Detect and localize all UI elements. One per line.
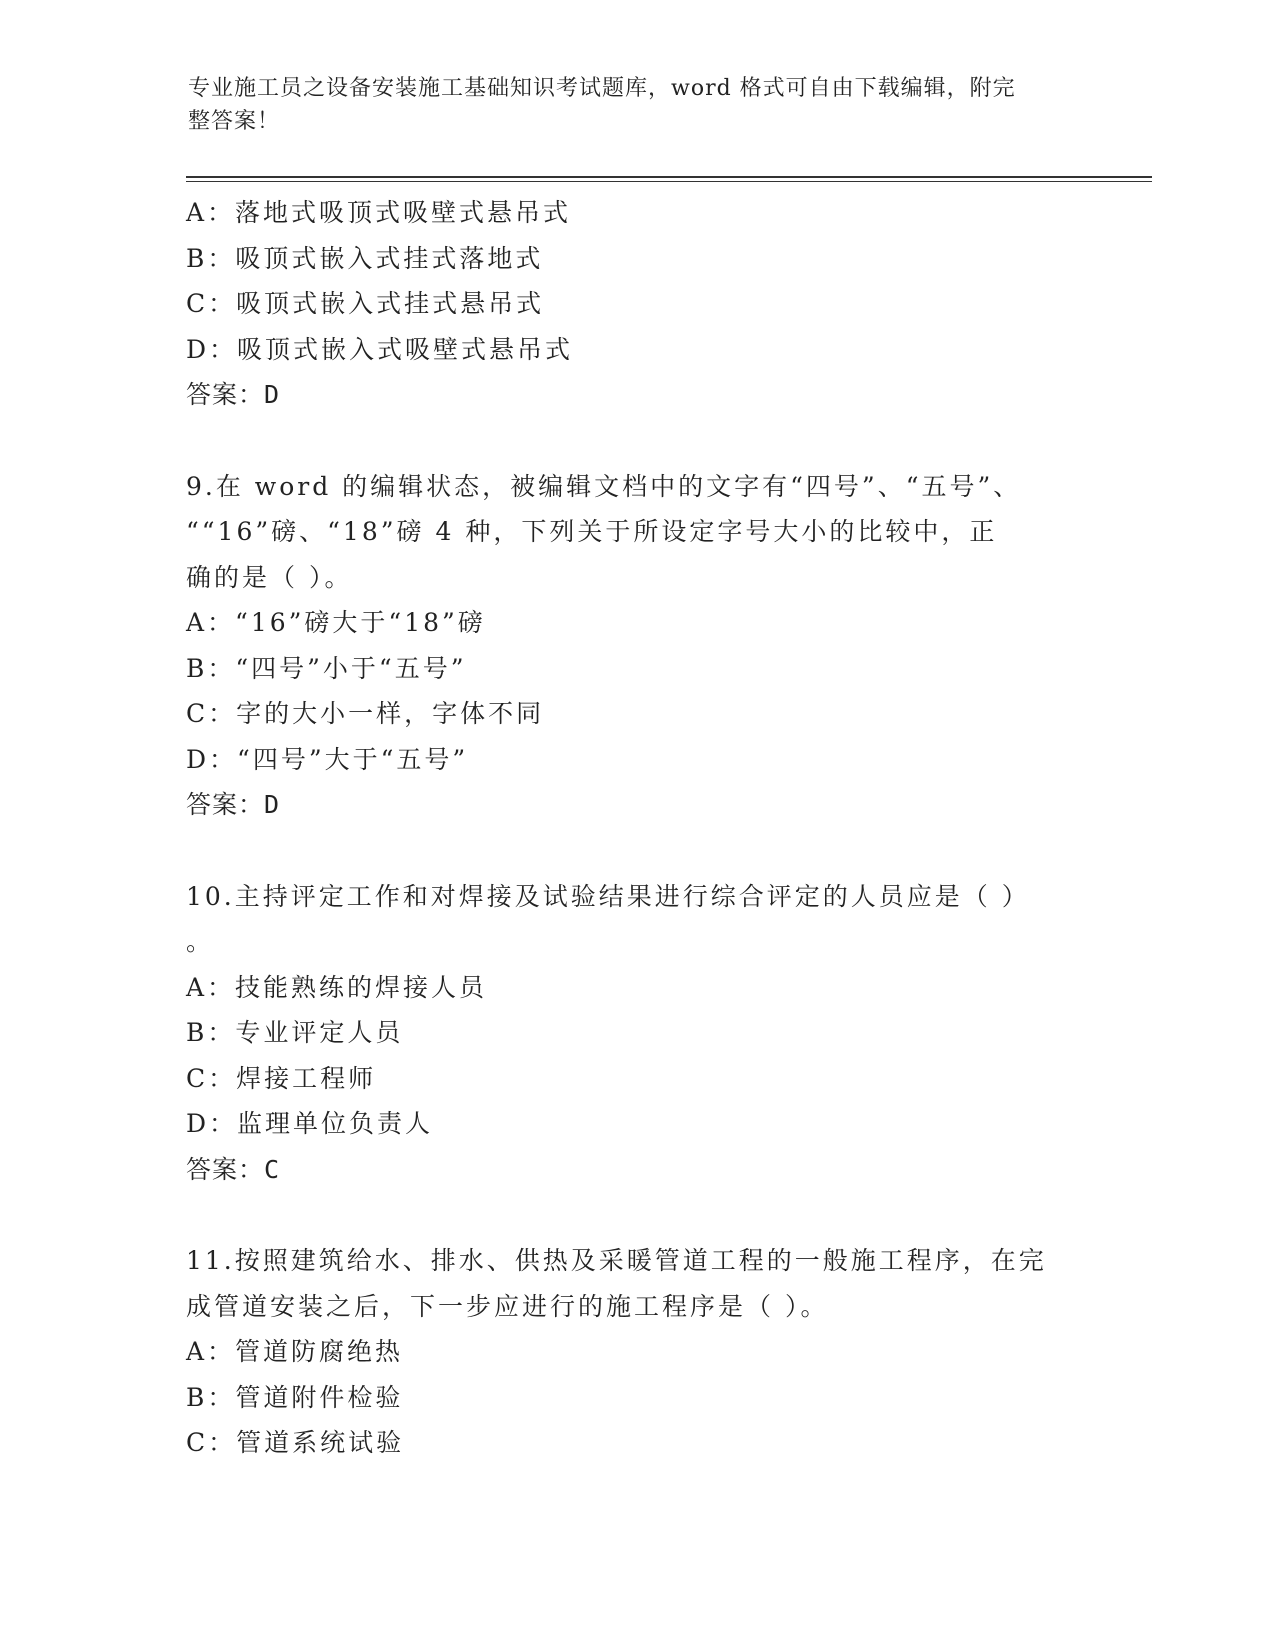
option-c: C：管道系统试验 xyxy=(186,1428,405,1457)
document-body xyxy=(186,190,1086,1466)
question-stem-line: 11.按照建筑给水、排水、供热及采暖管道工程的一般施工程序，在完 xyxy=(186,1246,1047,1275)
question-stem-line: 成管道安装之后，下一步应进行的施工程序是（ ）。 xyxy=(186,1291,829,1321)
option-a: A：落地式吸顶式吸壁式悬吊式 xyxy=(186,198,572,227)
question-stem-line: ““16”磅、“18”磅 4 种，下列关于所设定字号大小的比较中，正 xyxy=(186,517,998,546)
option-d: D：监理单位负责人 xyxy=(186,1109,434,1138)
option-d: D：“四号”大于“五号” xyxy=(186,744,469,774)
question-11 xyxy=(186,1238,1086,1466)
header-line-2: 整答案！ xyxy=(188,109,281,134)
answer: 答案：D xyxy=(186,790,281,819)
question-stem-line: 9.在 word 的编辑状态，被编辑文档中的文字有“四号”、“五号”、 xyxy=(186,471,1022,501)
option-b: B：“四号”小于“五号” xyxy=(186,653,467,683)
option-c: C：吸顶式嵌入式挂式悬吊式 xyxy=(186,289,545,318)
question-stem-line: 10.主持评定工作和对焊接及试验结果进行综合评定的人员应是（ ） xyxy=(186,881,1030,911)
question-stem-line: 。 xyxy=(186,927,215,956)
option-d: D：吸顶式嵌入式吸壁式悬吊式 xyxy=(186,334,574,364)
option-a: A：管道防腐绝热 xyxy=(186,1337,404,1366)
header-divider-thin xyxy=(186,181,1152,182)
option-a: A：“16”磅大于“18”磅 xyxy=(186,608,486,637)
option-b: B：管道附件检验 xyxy=(186,1382,404,1412)
header-divider-thick xyxy=(186,176,1152,178)
question-10 xyxy=(186,874,1086,1193)
option-b: B：专业评定人员 xyxy=(186,1018,404,1047)
answer: 答案：C xyxy=(186,1154,281,1184)
document-header xyxy=(188,72,1068,138)
option-b: B：吸顶式嵌入式挂式落地式 xyxy=(186,243,544,273)
question-8 xyxy=(186,190,1086,418)
option-c: C：字的大小一样，字体不同 xyxy=(186,699,545,728)
question-stem-line: 确的是（ ）。 xyxy=(186,562,353,592)
header-line-1: 专业施工员之设备安装施工基础知识考试题库，word 格式可自由下载编辑，附完 xyxy=(188,76,1016,101)
option-c: C：焊接工程师 xyxy=(186,1063,377,1093)
answer: 答案：D xyxy=(186,380,281,409)
option-a: A：技能熟练的焊接人员 xyxy=(186,972,488,1002)
question-9 xyxy=(186,464,1086,828)
